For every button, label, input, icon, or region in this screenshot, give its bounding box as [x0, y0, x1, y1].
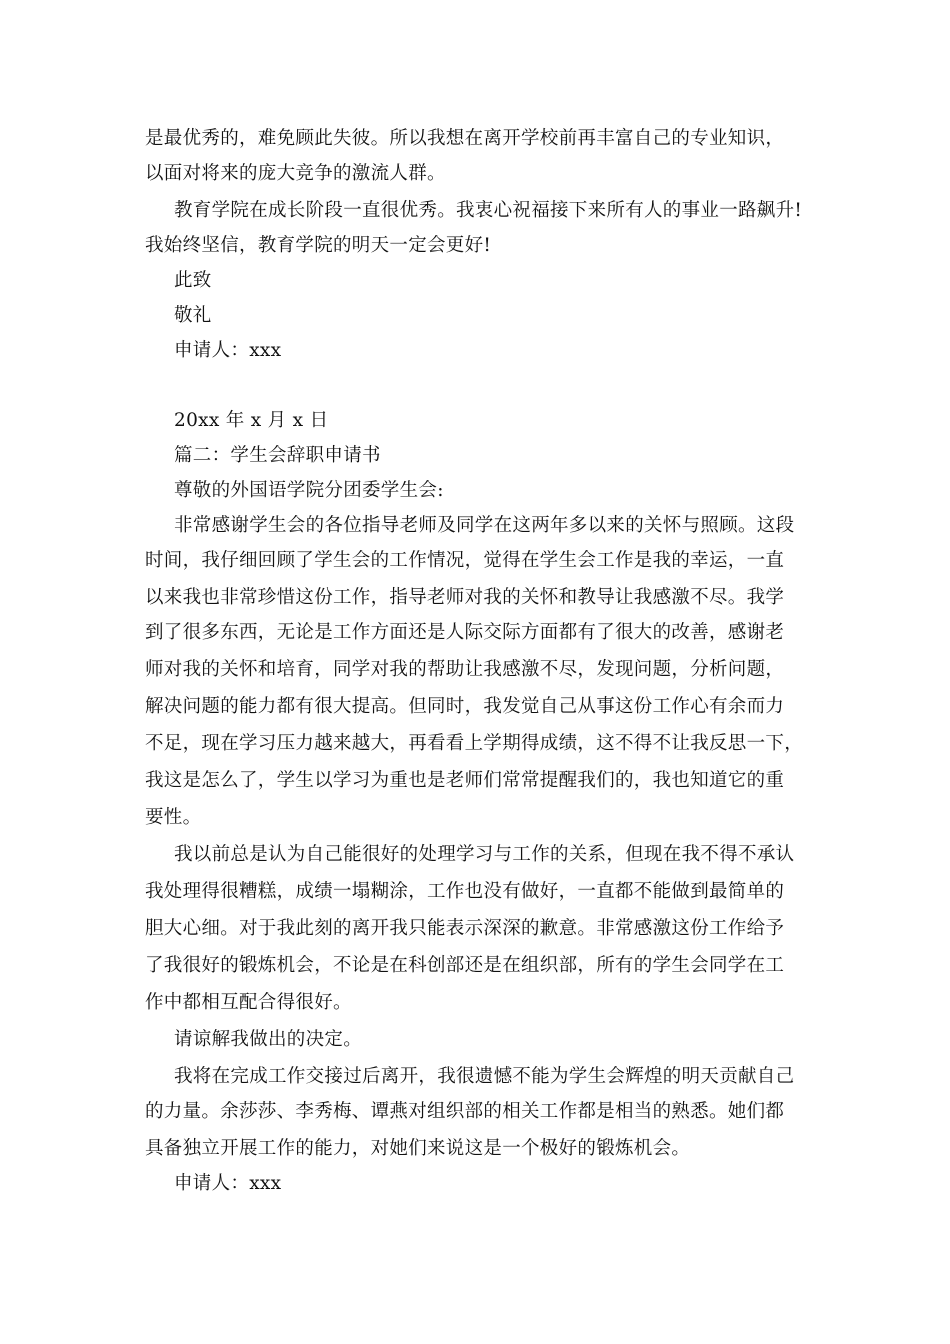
text-line: 作中都相互配合得很好。 — [145, 992, 352, 1013]
text-line: 到了很多东西，无论是工作方面还是人际交际方面都有了很大的改善，感谢老 — [145, 622, 785, 643]
text-line: 胆大心细。对于我此刻的离开我只能表示深深的歉意。非常感激这份工作给予 — [145, 918, 785, 939]
text-line: 师对我的关怀和培育，同学对我的帮助让我感激不尽，发现问题，分析问题， — [145, 659, 785, 680]
section-heading: 篇二：学生会辞职申请书 — [174, 445, 381, 466]
signature-line: 申请人：xxx — [174, 340, 282, 361]
text-line: 解决问题的能力都有很大提高。但同时，我发觉自己从事这份工作心有余而力 — [145, 696, 785, 717]
text-line: 教育学院在成长阶段一直很优秀。我衷心祝福接下来所有人的事业一路飙升! — [174, 200, 803, 221]
text-line: 时间，我仔细回顾了学生会的工作情况，觉得在学生会工作是我的幸运，一直 — [145, 550, 785, 571]
signature-line: 申请人：xxx — [174, 1173, 282, 1194]
closing-line: 敬礼 — [174, 305, 212, 326]
text-line: 具备独立开展工作的能力，对她们来说这是一个极好的锻炼机会。 — [145, 1138, 691, 1159]
text-line: 我处理得很糟糕，成绩一塌糊涂，工作也没有做好，一直都不能做到最简单的 — [145, 881, 785, 902]
text-line: 以面对将来的庞大竞争的激流人群。 — [145, 163, 446, 184]
text-line: 的力量。余莎莎、李秀梅、谭燕对组织部的相关工作都是相当的熟悉。她们都 — [145, 1101, 785, 1122]
text-line: 我这是怎么了，学生以学习为重也是老师们常常提醒我们的，我也知道它的重 — [145, 770, 785, 791]
text-line: 不足，现在学习压力越来越大，再看看上学期得成绩，这不得不让我反思一下， — [145, 733, 804, 754]
closing-line: 此致 — [174, 270, 212, 291]
date-line: 20xx 年 x 月 x 日 — [174, 410, 329, 431]
text-line: 非常感谢学生会的各位指导老师及同学在这两年多以来的关怀与照顾。这段 — [174, 515, 795, 536]
text-line: 以来我也非常珍惜这份工作，指导老师对我的关怀和教导让我感激不尽。我学 — [145, 587, 785, 608]
text-line: 请谅解我做出的决定。 — [174, 1029, 363, 1050]
text-line: 要性。 — [145, 807, 202, 828]
text-line: 我始终坚信，教育学院的明天一定会更好! — [145, 235, 492, 256]
text-line: 我将在完成工作交接过后离开，我很遗憾不能为学生会辉煌的明天贡献自己 — [174, 1066, 795, 1087]
text-line: 我以前总是认为自己能很好的处理学习与工作的关系，但现在我不得不承认 — [174, 844, 795, 865]
salutation: 尊敬的外国语学院分团委学生会: — [174, 480, 444, 501]
text-line: 了我很好的锻炼机会，不论是在科创部还是在组织部，所有的学生会同学在工 — [145, 955, 785, 976]
text-line: 是最优秀的，难免顾此失彼。所以我想在离开学校前再丰富自己的专业知识， — [145, 128, 785, 149]
